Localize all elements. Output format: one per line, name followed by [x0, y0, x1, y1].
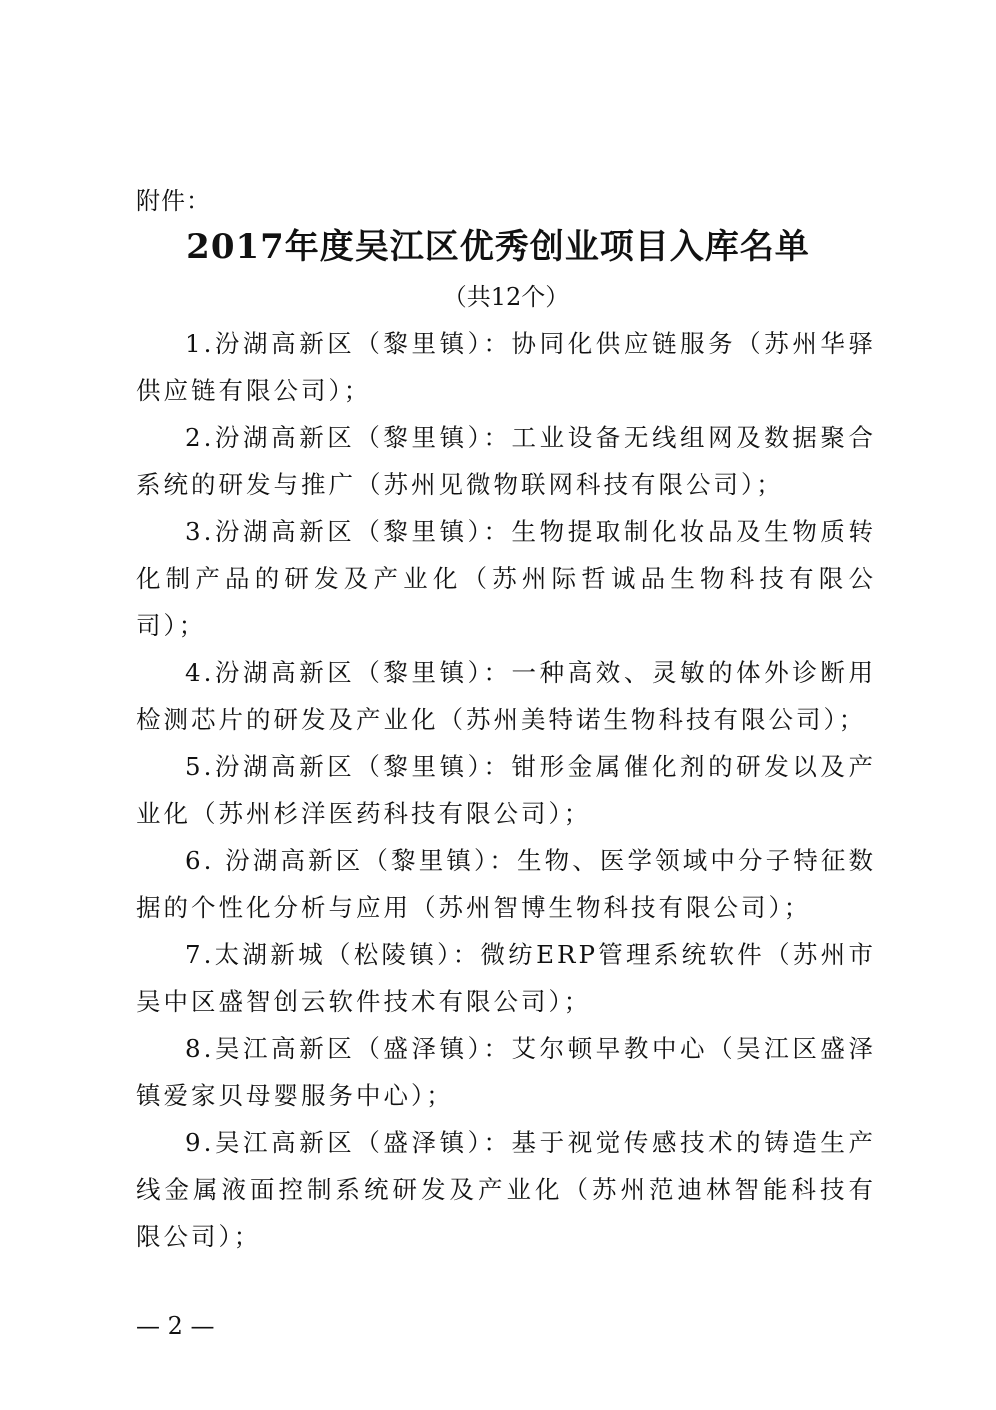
project-item-2: 2.汾湖高新区（黎里镇）：工业设备无线组网及数据聚合系统的研发与推广（苏州见微物联网科技有限公司）； — [136, 423, 876, 499]
project-item-1: 1.汾湖高新区（黎里镇）：协同化供应链服务（苏州华驿供应链有限公司）； — [136, 329, 876, 405]
project-item-8: 8.吴江高新区（盛泽镇）：艾尔顿早教中心（吴江区盛泽镇爱家贝母婴服务中心）； — [136, 1034, 876, 1110]
page-number: — 2 — — [136, 1312, 215, 1340]
project-list — [136, 320, 876, 1260]
project-item-9: 9.吴江高新区（盛泽镇）：基于视觉传感技术的铸造生产线金属液面控制系统研发及产业化（苏州范迪林智能科技有限公司）； — [136, 1128, 876, 1251]
project-item-3: 3.汾湖高新区（黎里镇）：生物提取制化妆品及生物质转化制产品的研发及产业化（苏州际哲诚品生物科技有限公司）； — [136, 517, 876, 640]
document-title: 2017年度吴江区优秀创业项目入库名单 — [186, 227, 810, 267]
project-item-6: 6. 汾湖高新区（黎里镇）：生物、医学领域中分子特征数据的个性化分析与应用（苏州智博生物科技有限公司）； — [136, 846, 876, 922]
attachment-label: 附件： — [136, 187, 211, 215]
document-subtitle: （共12个） — [442, 283, 570, 311]
project-item-4: 4.汾湖高新区（黎里镇）：一种高效、灵敏的体外诊断用检测芯片的研发及产业化（苏州美特诺生物科技有限公司）； — [136, 658, 876, 734]
project-item-7: 7.太湖新城（松陵镇）：微纺ERP管理系统软件（苏州市吴中区盛智创云软件技术有限公司）； — [136, 940, 876, 1016]
project-item-5: 5.汾湖高新区（黎里镇）：钳形金属催化剂的研发以及产业化（苏州杉洋医药科技有限公司）； — [136, 752, 876, 828]
